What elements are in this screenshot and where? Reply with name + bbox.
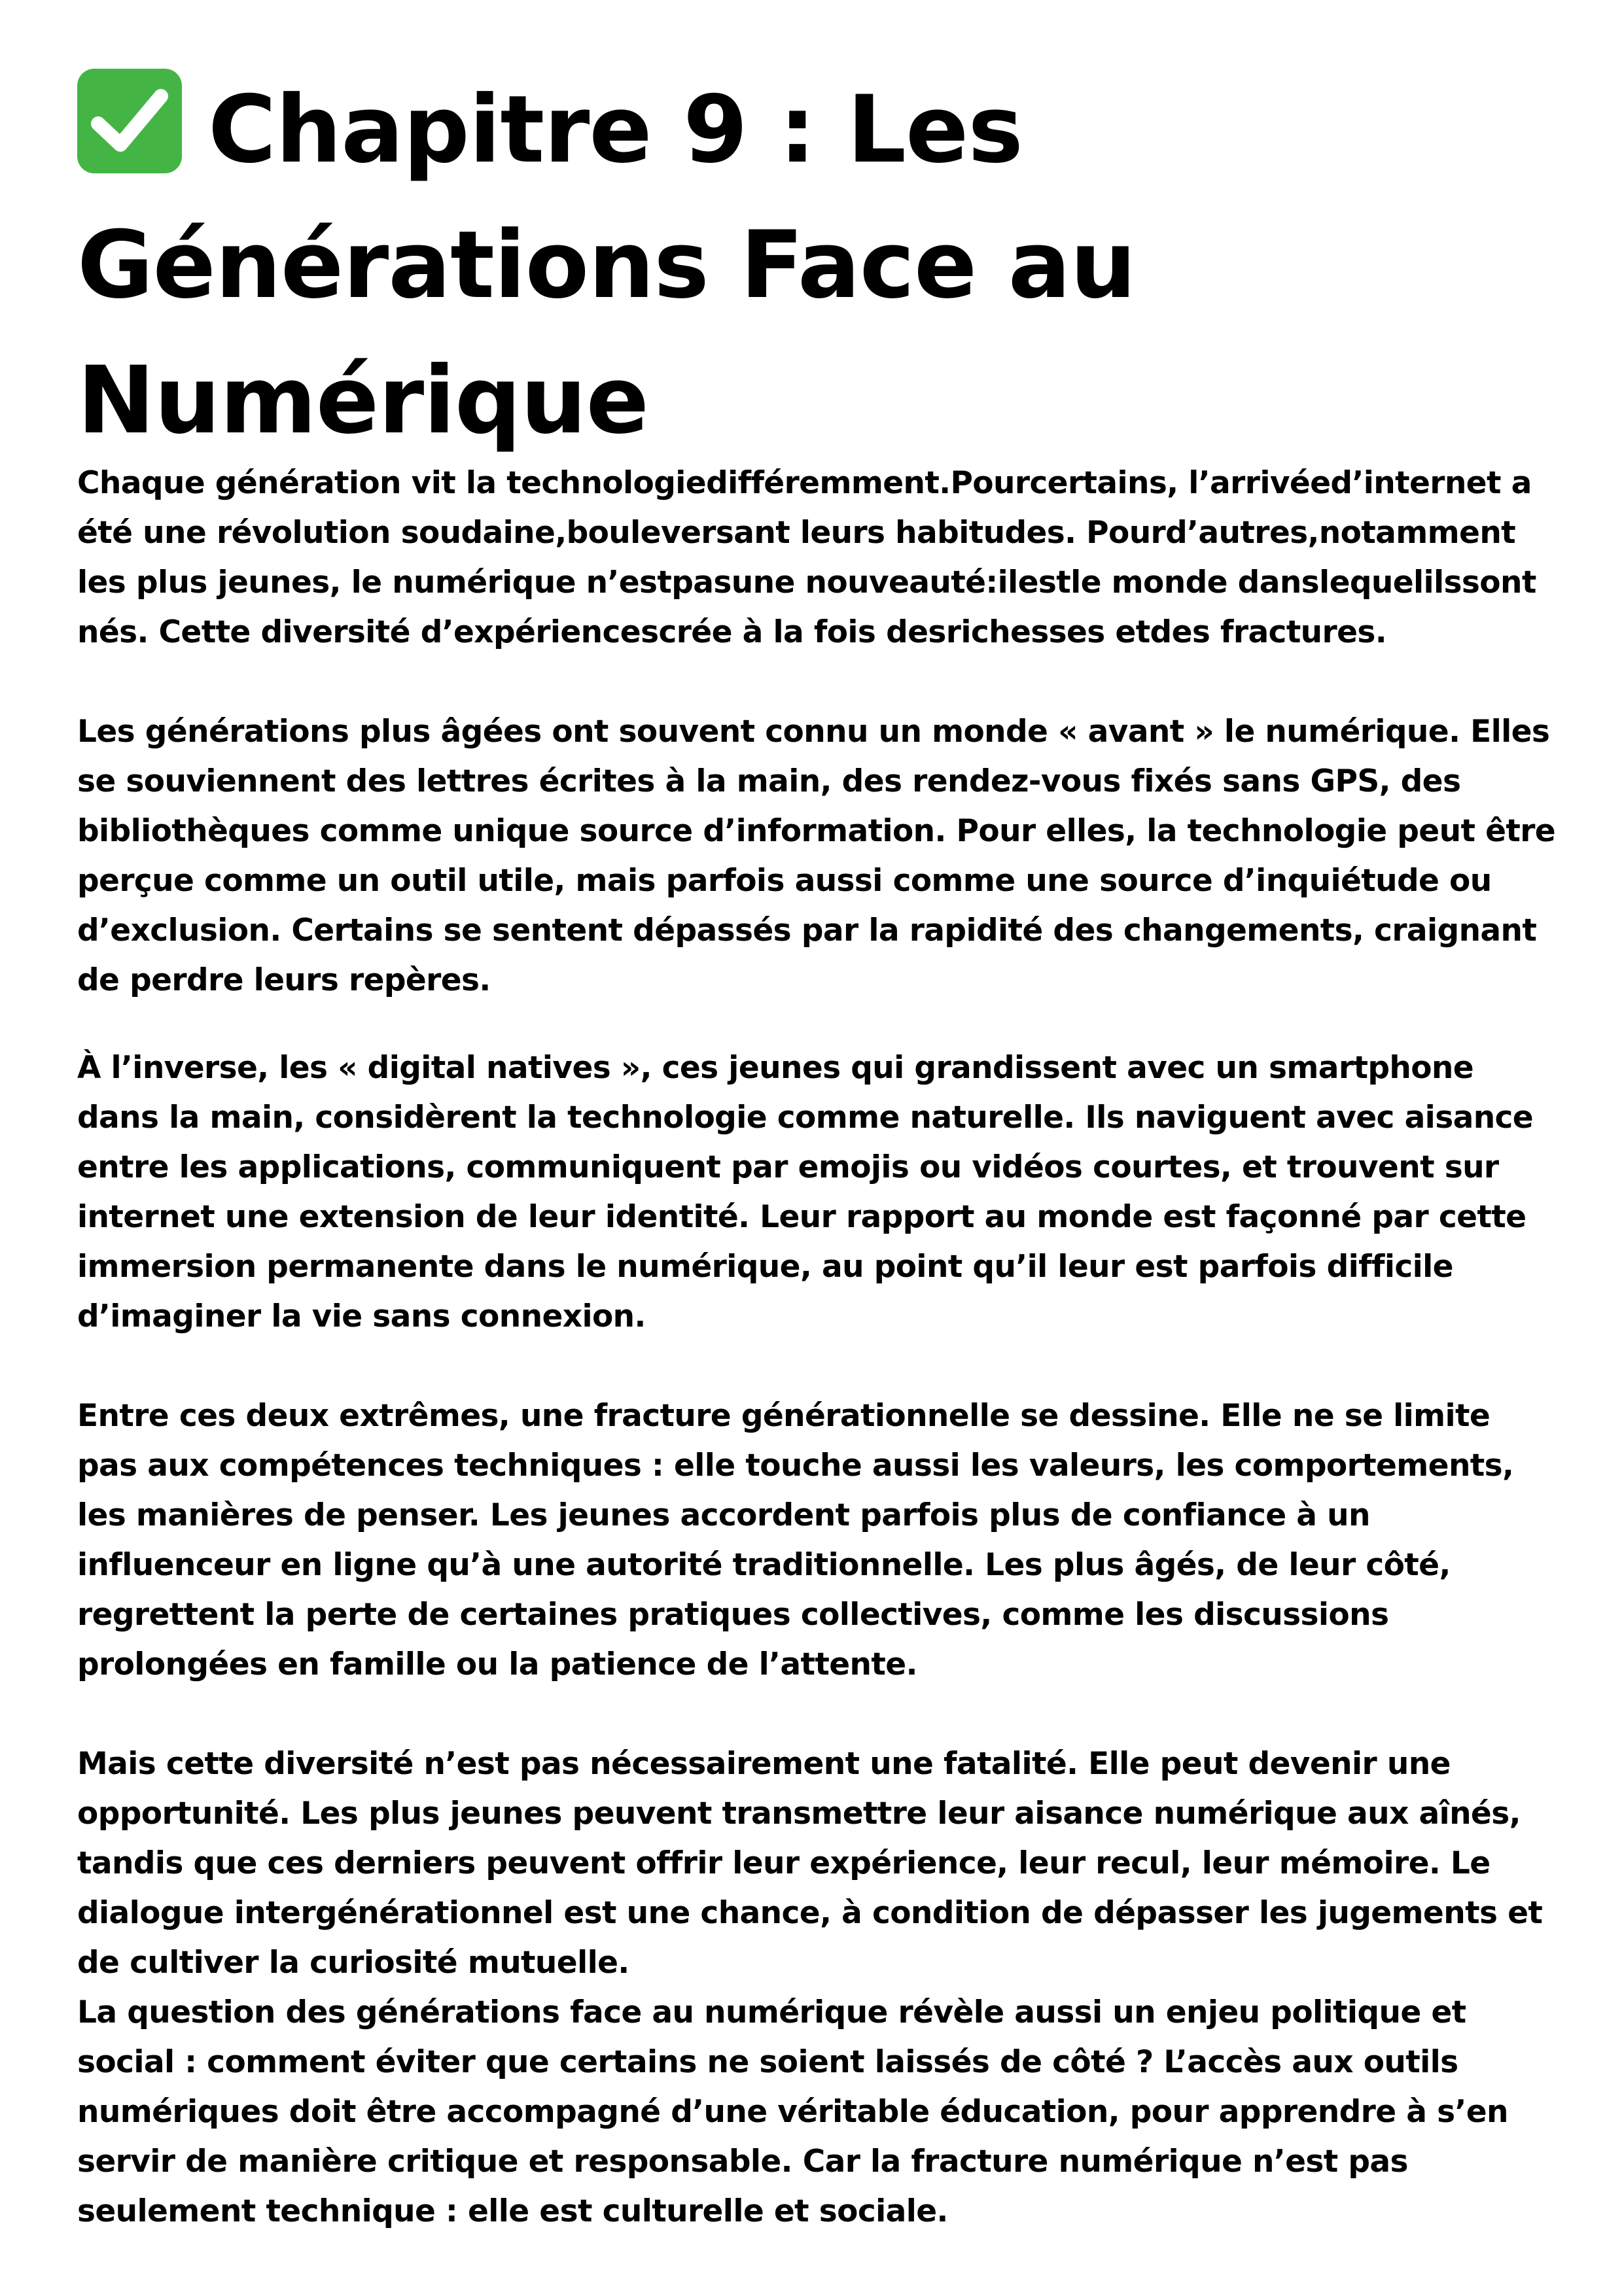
paragraph-digital-natives: À l’inverse, les « digital natives », ces jeunes qui grandissent avec un smartphone dans la main, considèrent la technologie comme naturelle. Ils naviguent avec aisance entre les applications, communiquent par emojis ou vidéos courtes, et trouvent sur internet une extension de leur identité. Leur rapport au monde est façonné par cette immersion permanente dans le numérique, au point qu’il leur est parfois difficile d’imaginer la vie sans connexion.: [77, 1050, 1534, 1334]
paragraph-intro: Chaque génération vit la technologiedifféremment.Pourcertains, l’arrivéed’internet a été une révolution soudaine,bouleversant leurs habitudes. Pourd’autres,notamment les plus jeunes, le numérique n’estpasune nouveauté:ilestle monde danslequelilssont nés. Cette diversité d’expériencescrée à la fois desrichesses etdes fractures.: [77, 465, 1536, 650]
check-mark-button-icon: [77, 69, 182, 173]
chapter-title-text: Chapitre 9 : Les Générations Face au Numérique: [77, 76, 1136, 455]
paragraph-opportunity: Mais cette diversité n’est pas nécessairement une fatalité. Elle peut devenir une opportunité. Les plus jeunes peuvent transmettre leur aisance numérique aux aînés, tandis que ces derniers peuvent offrir leur expérience, leur recul, leur mémoire. Le dialogue intergénérationnel est une chance, à condition de dépasser les jugements et de cultiver la curiosité mutuelle.: [77, 1746, 1543, 1981]
paragraph-generational-divide: Entre ces deux extrêmes, une fracture générationnelle se dessine. Elle ne se limite pas aux compétences techniques : elle touche aussi les valeurs, les comportements, les manières de penser. Les jeunes accordent parfois plus de confiance à un influenceur en ligne qu’à une autorité traditionnelle. Les plus âgés, de leur côté, regrettent la perte de certaines pratiques collectives, comme les discussions prolongées en famille ou la patience de l’attente.: [77, 1398, 1514, 1682]
chapter-title: [77, 62, 1549, 468]
paragraph-older-generations: Les générations plus âgées ont souvent connu un monde « avant » le numérique. Elles se souviennent des lettres écrites à la main, des rendez-vous fixés sans GPS, des bibliothèques comme unique source d’information. Pour elles, la technologie peut être perçue comme un outil utile, mais parfois aussi comme une source d’inquiétude ou d’exclusion. Certains se sentent dépassés par la rapidité des changements, craignant de perdre leurs repères.: [77, 714, 1556, 998]
paragraph-political-social: La question des générations face au numérique révèle aussi un enjeu politique et social : comment éviter que certains ne soient laissés de côté ? L’accès aux outils numériques doit être accompagné d’une véritable éducation, pour apprendre à s’en servir de manière critique et responsable. Car la fracture numérique n’est pas seulement technique : elle est culturelle et sociale.: [77, 1994, 1508, 2229]
